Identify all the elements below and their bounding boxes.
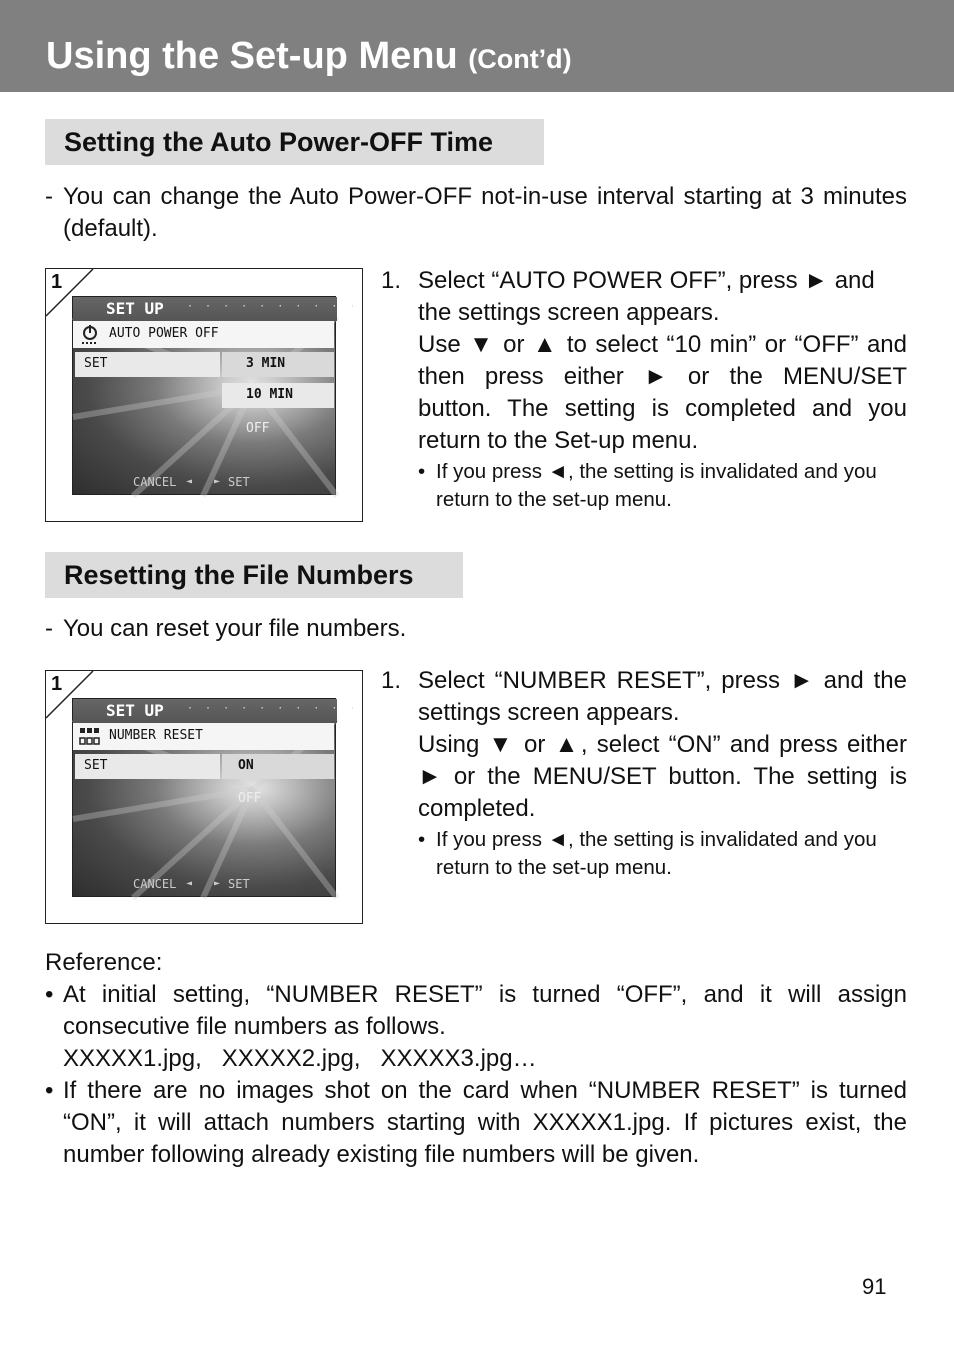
figure-number: 1 bbox=[51, 673, 63, 695]
lcd-set-button-label: SET bbox=[228, 877, 250, 891]
arrow-left-icon: ◄ bbox=[186, 476, 193, 487]
lcd-option-on bbox=[222, 754, 334, 779]
note-line: If you press ◄, the setting is invalidated and you bbox=[436, 460, 877, 483]
page-number: 91 bbox=[862, 1274, 887, 1299]
lcd-option-label: 10 MIN bbox=[246, 387, 293, 402]
reference-bullet: • bbox=[45, 1077, 54, 1104]
camera-lcd-screen bbox=[72, 698, 359, 897]
lcd-set-row bbox=[75, 754, 220, 779]
lcd-set-label: SET bbox=[84, 758, 108, 773]
lcd-option-off: OFF bbox=[238, 791, 262, 806]
lcd-option-3min bbox=[222, 352, 334, 377]
step-line: Select “AUTO POWER OFF”, press ► and bbox=[418, 267, 875, 294]
lcd-option-label: 3 MIN bbox=[246, 356, 286, 371]
lcd-title-dots: · · · · · · · · · · bbox=[187, 301, 359, 312]
intro-dash: - bbox=[45, 615, 53, 642]
reference-line: “ON”, it will attach numbers starting with XXXXX1.jpg. If pictures exist, the bbox=[63, 1109, 907, 1136]
section-heading-file-numbers: Resetting the File Numbers bbox=[45, 552, 463, 598]
reference-line: number following already existing file numbers will be given. bbox=[63, 1141, 700, 1168]
lcd-cancel-label: CANCEL bbox=[133, 475, 177, 489]
lcd-title: SET UP bbox=[106, 299, 164, 318]
reference-line: consecutive file numbers as follows. bbox=[63, 1013, 446, 1040]
step-line: button. The setting is completed and you bbox=[418, 395, 907, 422]
page-title-sub: (Cont’d) bbox=[468, 44, 572, 74]
step-line: settings screen appears. bbox=[418, 699, 680, 726]
note-bullet: • bbox=[418, 828, 426, 851]
step-line: completed. bbox=[418, 795, 536, 822]
arrow-right-icon: ► bbox=[214, 476, 221, 487]
reference-label: Reference: bbox=[45, 949, 163, 976]
reference-line: At initial setting, “NUMBER RESET” is turned “OFF”, and it will assign bbox=[63, 981, 907, 1008]
lcd-cancel-label: CANCEL bbox=[133, 877, 177, 891]
lcd-set-button-label: SET bbox=[228, 475, 250, 489]
lcd-set-row bbox=[75, 352, 220, 377]
step-number: 1. bbox=[381, 267, 402, 294]
note-bullet: • bbox=[418, 460, 426, 483]
camera-lcd-screen bbox=[72, 296, 359, 495]
lcd-option-off: OFF bbox=[246, 421, 270, 436]
step-line: Using ▼ or ▲, select “ON” and press either bbox=[418, 731, 907, 758]
lcd-title-bar bbox=[73, 297, 359, 321]
intro-line: You can change the Auto Power-OFF not-in-use interval starting at 3 minutes bbox=[63, 183, 907, 210]
reference-filenames: XXXXX1.jpg, XXXXX2.jpg, XXXXX3.jpg… bbox=[63, 1045, 537, 1072]
reference-bullet: • bbox=[45, 981, 54, 1008]
note-line: return to the set-up menu. bbox=[436, 488, 672, 511]
step-line: Select “NUMBER RESET”, press ► and the bbox=[418, 667, 907, 694]
page-title bbox=[46, 34, 572, 81]
step-line: ► or the MENU/SET button. The setting is bbox=[418, 763, 907, 790]
arrow-left-icon: ◄ bbox=[186, 878, 193, 889]
figure-number: 1 bbox=[51, 271, 63, 293]
intro-line: You can reset your file numbers. bbox=[63, 615, 407, 642]
lcd-title-bar bbox=[73, 699, 359, 723]
lcd-menu-row bbox=[73, 321, 334, 348]
figure-number-reset bbox=[45, 670, 363, 924]
lcd-set-label: SET bbox=[84, 356, 108, 371]
section-heading-auto-power-off: Setting the Auto Power-OFF Time bbox=[45, 119, 544, 165]
lcd-title: SET UP bbox=[106, 701, 164, 720]
page-title-main: Using the Set-up Menu bbox=[46, 35, 458, 77]
lcd-row-label: AUTO POWER OFF bbox=[109, 326, 219, 341]
step-line: then press either ► or the MENU/SET bbox=[418, 363, 907, 390]
reference-line: If there are no images shot on the card when “NUMBER RESET” is turned bbox=[63, 1077, 907, 1104]
lcd-menu-row bbox=[73, 723, 334, 750]
lcd-title-dots: · · · · · · · · · · bbox=[187, 703, 359, 714]
intro-line: (default). bbox=[63, 215, 158, 242]
lcd-option-10min bbox=[222, 383, 334, 408]
number-grid-icon bbox=[79, 726, 101, 748]
header-banner bbox=[0, 0, 954, 92]
intro-dash: - bbox=[45, 183, 53, 210]
step-line: return to the Set-up menu. bbox=[418, 427, 699, 454]
note-line: return to the set-up menu. bbox=[436, 856, 672, 879]
step-line: the settings screen appears. bbox=[418, 299, 720, 326]
step-line: Use ▼ or ▲ to select “10 min” or “OFF” and bbox=[418, 331, 907, 358]
lcd-row-label: NUMBER RESET bbox=[109, 728, 203, 743]
figure-auto-power-off bbox=[45, 268, 363, 522]
power-icon bbox=[79, 324, 101, 346]
note-line: If you press ◄, the setting is invalidated and you bbox=[436, 828, 877, 851]
lcd-option-label: ON bbox=[238, 758, 254, 773]
step-number: 1. bbox=[381, 667, 402, 694]
arrow-right-icon: ► bbox=[214, 878, 221, 889]
